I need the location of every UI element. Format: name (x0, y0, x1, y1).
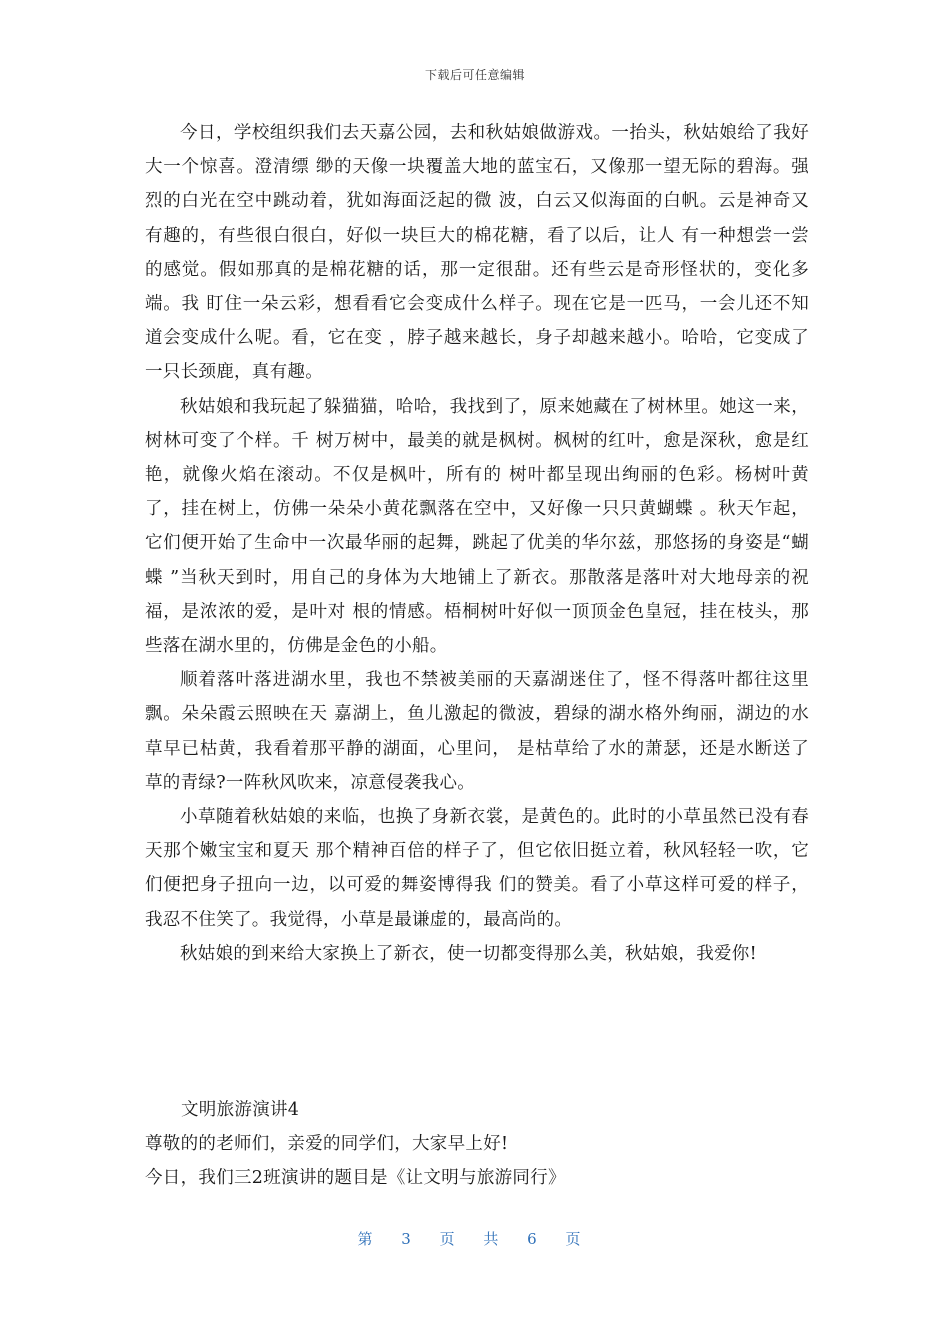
speech-section (145, 1093, 809, 1195)
paragraph: 秋姑娘的到来给大家换上了新衣，使一切都变得那么美，秋姑娘，我爱你! (180, 943, 757, 964)
paragraph: 今日，学校组织我们去天嘉公园，去和秋姑娘做游戏。一抬头，秋姑娘给了我好大一个惊喜。澄清缥 缈的天像一块覆盖大地的蓝宝石，又像那一望无际的碧海。强烈的白光在空中跳动着，犹如海面泛起的微 波，白云又似海面的白帆。云是神奇又有趣的，有些很白很白，好似一块巨大的棉花糖，看了以后，让人 有一种想尝一尝的感觉。假如那真的是棉花糖的话，那一定很甜。还有些云是奇形怪状的，变化多端。我 盯住一朵云彩，想看看它会变成什么样子。现在它是一匹马，一会儿还不知道会变成什么呢。看，它在变 ，脖子越来越长，身子却越来越小。哈哈，它变成了一只长颈鹿，真有趣。 (145, 123, 809, 383)
page-number: 第 3 页 共 6 页 (357, 1230, 593, 1248)
article-body (145, 116, 809, 971)
speech-greeting: 尊敬的的老师们，亲爱的同学们，大家早上好! (145, 1134, 509, 1154)
speech-intro: 今日，我们三2班演讲的题目是《让文明与旅游同行》 (145, 1168, 566, 1188)
page-header: 下载后可任意编辑 (424, 68, 525, 82)
paragraph: 小草随着秋姑娘的来临，也换了身新衣裳，是黄色的。此时的小草虽然已没有春天那个嫩宝宝和夏天 那个精神百倍的样子了，但它依旧挺立着，秋风轻轻一吹，它们便把身子扭向一边，以可爱的舞姿博得我 们的赞美。看了小草这样可爱的样子，我忍不住笑了。我觉得，小草是最谦虚的，最高尚的。 (145, 807, 809, 930)
section-title: 文明旅游演讲4 (181, 1100, 300, 1120)
paragraph: 顺着落叶落进湖水里，我也不禁被美丽的天嘉湖迷住了，怪不得落叶都往这里飘。朵朵霞云照映在天 嘉湖上，鱼儿激起的微波，碧绿的湖水格外绚丽，湖边的水草早已枯黄，我看着那平静的湖面，心里问， 是枯草给了水的萧瑟，还是水断送了草的青绿?一阵秋风吹来，凉意侵袭我心。 (145, 670, 809, 793)
paragraph: 秋姑娘和我玩起了躲猫猫，哈哈，我找到了，原来她藏在了树林里。她这一来，树林可变了个样。千 树万树中，最美的就是枫树。枫树的红叶，愈是深秋，愈是红艳，就像火焰在滚动。不仅是枫叶，所有的 树叶都呈现出绚丽的色彩。杨树叶黄了，挂在树上，仿佛一朵朵小黄花飘落在空中，又好像一只只黄蝴蝶 。秋天乍起，它们便开始了生命中一次最华丽的起舞，跳起了优美的华尔兹，那悠扬的身姿是“蝴蝶 ”当秋天到时，用自己的身体为大地铺上了新衣。那散落是落叶对大地母亲的祝福，是浓浓的爱，是叶对 根的情感。梧桐树叶好似一顶顶金色皇冠，挂在枝头，那些落在湖水里的，仿佛是金色的小船。 (145, 396, 809, 657)
